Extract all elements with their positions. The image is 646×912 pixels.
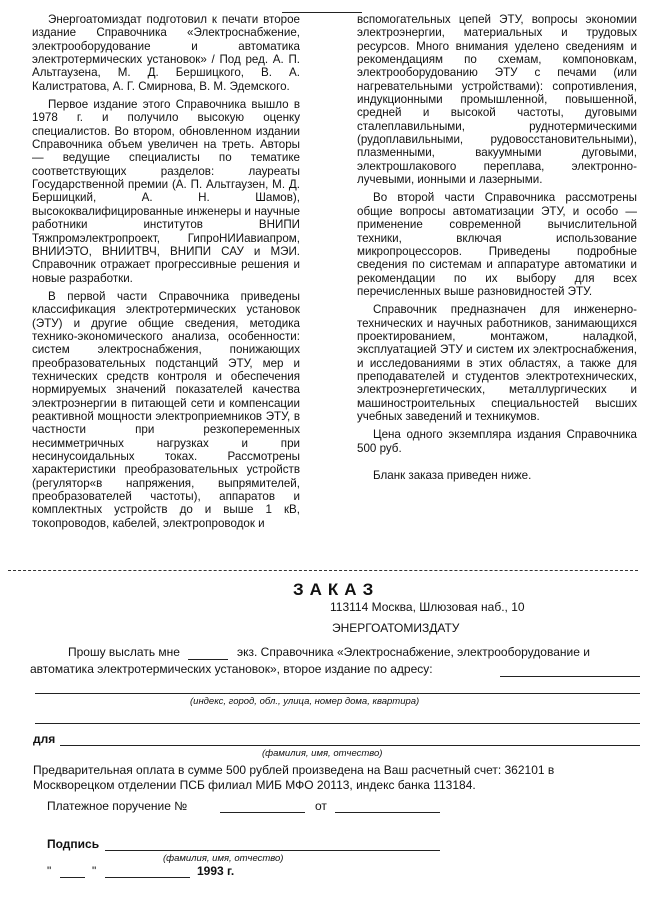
date-year: 1993 г. xyxy=(197,864,235,878)
part-two-paragraph: Во второй части Справочника рассмотрены общие вопросы автоматизации ЭТУ, и особо — применение современной вычислительной техники, включая использование микропроцессоров. Приведены подробные сведения по системам и аппаратуре автоматики и рекомендации по их выбору для всех перечисленных выше разновидностей ЭТУ. xyxy=(357,191,637,298)
signature-label: Подпись xyxy=(47,837,100,851)
request-line-2: автоматика электротермических установок», второе издание по адресу: xyxy=(30,662,433,676)
payment-line-2: Москворецком отделении ПСБ филиал МИБ МФО 20113, индекс банка 113184. xyxy=(33,778,476,792)
payment-line-1: Предварительная оплата в сумме 500 рублей произведена на Ваш расчетный счет: 362101 в xyxy=(33,763,555,777)
left-column xyxy=(32,13,300,530)
first-edition-paragraph: Первое издание этого Справочника вышло в 1978 г. и получило высокую оценку специалистов. Во втором, обновленном издании Справочника объем увеличен на треть. Авторы — ведущие специалисты по тематике соответствующих разделов: лауреаты Государственной премии (А. П. Альтгаузен, М. Д. Бершицкий, А. Н. Шамов), высококвалифицированные инженеры и научные работники институтов ВНИПИ Тяжпромэлектропроект, ГипроНИИавиапром, ВНИИЭТО, ВНИИТВЧ, ВНИПИ САУ и МЭИ. Справочник отражает прогрессивные решения и новые разработки. xyxy=(32,98,300,285)
payment-order-field[interactable] xyxy=(220,812,305,813)
name-hint: (фамилия, имя, отчество) xyxy=(262,748,383,759)
address-hint: (индекс, город, обл., улица, номер дома, квартира) xyxy=(190,696,420,707)
day-field[interactable] xyxy=(60,877,85,878)
date-quote-close: " xyxy=(92,864,97,878)
part-one-paragraph: В первой части Справочника приведены классификация электротермических установок (ЭТУ) и другие общие сведения, методика технико-экономического анализа, особенности: систем электроснабжения, понижающих преобразовательных подстанций ЭТУ, мер и технических средств контроля и обеспечения нормируемых значений показателей качества электроэнергии в питающей сети и компенсации реактивной мощности электроприемников ЭТУ, в частности при резкопеременных несимметричных нагрузках и при несинусоидальных токах. Рассмотрены характеристики преобразовательных устройств (регулятор«в напряжения, выпрямителей, преобразователей частоты), аппаратов и комплектных устройств до и выше 1 кВ, токопроводов, кабелей, электропроводок и xyxy=(32,289,300,530)
address-field[interactable] xyxy=(35,693,640,694)
price-paragraph: Цена одного экземпляра издания Справочника 500 руб. xyxy=(357,428,637,455)
publisher-address: 113114 Москва, Шлюзовая наб., 10 xyxy=(330,600,525,614)
address-field-2[interactable] xyxy=(35,723,640,724)
signature-hint: (фамилия, имя, отчество) xyxy=(163,853,284,864)
month-field[interactable] xyxy=(105,877,190,878)
name-field[interactable] xyxy=(60,745,640,746)
continuation-paragraph: вспомогательных цепей ЭТУ, вопросы экономии электроэнергии, материальных и трудовых ресурсов. Много внимания уделено сведениям и рекомендациям по схемам, компоновкам, электрооборудованию ЭТУ с печами (или нагревательными устройствами): сопротивления, индукционными промышленной, повышенной, средней и высокой частоты, дуговыми сталеплавильными, руднотермическими (рудоплавильными, рудовосстановительными), плазменными, вакуумными дуговыми, электрошлакового переплава, электронно-лучевыми, ионными и лазерными. xyxy=(357,13,637,187)
cut-line xyxy=(8,570,638,571)
request-prefix: Прошу выслать мне xyxy=(68,645,180,659)
order-form-note: Бланк заказа приведен ниже. xyxy=(373,469,532,482)
audience-paragraph: Справочник предназначен для инженерно-технических и научных работников, занимающихся проектированием, монтажом, наладкой, эксплуатацией ЭТУ и систем их электроснабжения, и исследованиями в этих областях, а также для преподавателей и студентов электротехнических, электроэнергетических, металлургических и машиностроительных специальностей высших учебных заведений и техникумов. xyxy=(357,303,637,423)
publisher-name: ЭНЕРГОАТОМИЗДАТУ xyxy=(332,621,460,635)
signature-field[interactable] xyxy=(105,850,440,851)
payment-order-label: Платежное поручение № xyxy=(47,799,188,813)
date-quote-open: " xyxy=(47,864,52,878)
request-mid: экз. Справочника «Электроснабжение, электрооборудование и xyxy=(237,645,590,659)
from-label: от xyxy=(315,799,327,813)
right-column xyxy=(357,13,637,482)
for-label: для xyxy=(33,732,56,746)
payment-date-field[interactable] xyxy=(335,812,440,813)
copies-field[interactable] xyxy=(188,659,228,660)
address-field-start[interactable] xyxy=(500,676,640,677)
order-title: ЗАКАЗ xyxy=(293,580,380,599)
intro-paragraph: Энергоатомиздат подготовил к печати второе издание Справочника «Электроснабжение, электрооборудование и автоматика электротермических установок» / Под ред. А. П. Альтгаузена, М. Д. Бершицкого, В. А. Калистратова, А. Г. Смирнова, В. М. Эдемского. xyxy=(32,13,300,93)
